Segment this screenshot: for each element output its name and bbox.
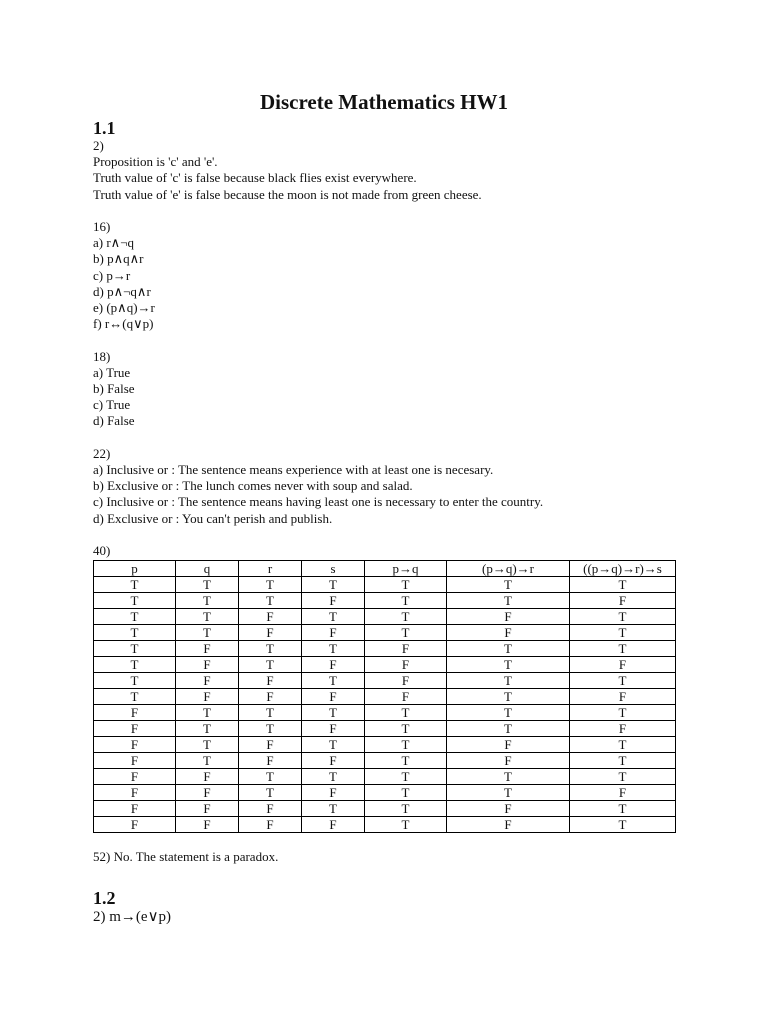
table-cell: T (94, 593, 176, 609)
answer-line: Proposition is 'c' and 'e'. (93, 154, 218, 170)
question-22 (93, 446, 683, 527)
table-cell: F (239, 689, 302, 705)
table-cell: F (570, 721, 676, 737)
table-cell: T (239, 593, 302, 609)
table-cell: T (447, 593, 570, 609)
table-row (94, 817, 676, 833)
table-row (94, 625, 676, 641)
answer-line: b) Exclusive or : The lunch comes never with soup and salad. (93, 478, 413, 494)
table-cell: F (94, 785, 176, 801)
table-cell: F (302, 721, 365, 737)
table-cell: T (176, 753, 239, 769)
column-header: q (176, 561, 239, 577)
table-row (94, 609, 676, 625)
table-cell: T (302, 577, 365, 593)
table-cell: T (365, 593, 447, 609)
table-row (94, 657, 676, 673)
answer-line: d) p∧¬q∧r (93, 283, 151, 299)
table-cell: F (570, 689, 676, 705)
truth-table (93, 560, 676, 833)
table-cell: F (176, 689, 239, 705)
answer-line: c) True (93, 397, 131, 413)
table-row (94, 705, 676, 721)
table-cell: T (570, 641, 676, 657)
table-cell: F (239, 801, 302, 817)
table-cell: F (447, 625, 570, 641)
table-cell: T (570, 577, 676, 593)
table-cell: T (447, 689, 570, 705)
table-cell: F (176, 657, 239, 673)
question-40 (93, 543, 683, 833)
table-cell: T (365, 609, 447, 625)
answer-line: Truth value of 'c' is false because black flies exist everywhere. (93, 170, 417, 186)
table-cell: F (365, 689, 447, 705)
table-cell: T (570, 769, 676, 785)
question-label: 40) (93, 543, 111, 559)
table-cell: T (94, 577, 176, 593)
answer-line: d) False (93, 413, 135, 429)
answer-line: f) r↔(q∨p) (93, 316, 154, 332)
table-cell: T (94, 673, 176, 689)
table-cell: T (176, 609, 239, 625)
answer-line: c) p→r (93, 267, 131, 283)
table-cell: F (447, 609, 570, 625)
table-cell: T (176, 625, 239, 641)
table-cell: T (447, 769, 570, 785)
table-cell: T (365, 625, 447, 641)
question-18 (93, 349, 683, 430)
answer-line: b) False (93, 381, 135, 397)
homework-page (93, 88, 683, 926)
table-cell: T (365, 753, 447, 769)
table-cell: T (447, 673, 570, 689)
table-cell: F (239, 737, 302, 753)
table-cell: F (176, 801, 239, 817)
table-cell: T (302, 705, 365, 721)
answer-line: Truth value of 'e' is false because the moon is not made from green cheese. (93, 186, 482, 202)
table-cell: F (176, 817, 239, 833)
question-52: 52) No. The statement is a paradox. (93, 849, 279, 865)
table-cell: T (302, 641, 365, 657)
answer-line: a) True (93, 364, 131, 380)
table-cell: F (302, 657, 365, 673)
table-cell: T (365, 737, 447, 753)
question-label: 22) (93, 445, 111, 461)
table-cell: T (94, 641, 176, 657)
table-cell: T (365, 785, 447, 801)
table-cell: T (302, 801, 365, 817)
table-cell: T (176, 737, 239, 753)
table-cell: T (570, 753, 676, 769)
table-cell: T (570, 817, 676, 833)
answer-line: a) Inclusive or : The sentence means experience with at least one is necesary. (93, 462, 494, 478)
table-row (94, 673, 676, 689)
table-cell: F (239, 609, 302, 625)
table-row (94, 801, 676, 817)
table-row (94, 593, 676, 609)
column-header: p→q (365, 561, 447, 577)
section-heading-1-2: 1.2 (93, 887, 116, 908)
table-row (94, 577, 676, 593)
table-cell: T (94, 689, 176, 705)
table-cell: F (365, 657, 447, 673)
column-header: ((p→q)→r)→s (570, 561, 676, 577)
table-cell: F (94, 721, 176, 737)
table-cell: T (447, 785, 570, 801)
table-cell: T (239, 641, 302, 657)
table-cell: F (94, 753, 176, 769)
question-label: 18) (93, 348, 111, 364)
table-row (94, 689, 676, 705)
table-cell: T (302, 609, 365, 625)
table-cell: F (447, 737, 570, 753)
table-row (94, 737, 676, 753)
table-cell: T (365, 817, 447, 833)
answer-line: b) p∧q∧r (93, 251, 144, 267)
table-cell: F (239, 673, 302, 689)
document-title: Discrete Mathematics HW1 (259, 90, 509, 114)
table-cell: F (570, 785, 676, 801)
table-cell: F (94, 817, 176, 833)
table-cell: F (365, 673, 447, 689)
table-cell: F (176, 769, 239, 785)
table-cell: T (176, 577, 239, 593)
answer-line: c) Inclusive or : The sentence means having least one is necessary to enter the country. (93, 494, 544, 510)
table-cell: T (570, 801, 676, 817)
table-cell: F (176, 641, 239, 657)
table-row (94, 769, 676, 785)
table-cell: T (176, 705, 239, 721)
table-cell: F (94, 801, 176, 817)
answer-line: a) r∧¬q (93, 235, 135, 251)
table-cell: F (447, 753, 570, 769)
table-cell: T (365, 721, 447, 737)
table-cell: T (570, 705, 676, 721)
table-cell: F (176, 785, 239, 801)
table-cell: F (302, 817, 365, 833)
column-header: s (302, 561, 365, 577)
table-cell: T (176, 721, 239, 737)
table-cell: T (239, 657, 302, 673)
table-cell: F (302, 785, 365, 801)
table-row (94, 785, 676, 801)
table-cell: F (94, 769, 176, 785)
table-cell: T (447, 657, 570, 673)
table-cell: F (302, 593, 365, 609)
table-cell: F (365, 641, 447, 657)
table-cell: T (365, 801, 447, 817)
table-cell: F (302, 753, 365, 769)
table-cell: F (94, 705, 176, 721)
table-cell: F (447, 817, 570, 833)
table-row (94, 753, 676, 769)
truth-table-header-row (94, 561, 676, 577)
table-cell: F (570, 593, 676, 609)
table-cell: F (94, 737, 176, 753)
answer-line: d) Exclusive or : You can't perish and publish. (93, 510, 333, 526)
answer-line: e) (p∧q)→r (93, 300, 155, 316)
table-cell: T (94, 657, 176, 673)
table-cell: T (94, 625, 176, 641)
table-cell: T (570, 673, 676, 689)
table-cell: T (302, 769, 365, 785)
table-cell: T (447, 577, 570, 593)
table-cell: T (302, 737, 365, 753)
section-heading-1-1: 1.1 (93, 118, 116, 138)
table-cell: T (365, 769, 447, 785)
table-cell: T (239, 577, 302, 593)
table-cell: F (302, 625, 365, 641)
table-cell: T (447, 705, 570, 721)
column-header: r (239, 561, 302, 577)
table-cell: T (239, 721, 302, 737)
table-cell: F (176, 673, 239, 689)
table-cell: T (570, 609, 676, 625)
column-header: p (94, 561, 176, 577)
table-cell: F (239, 817, 302, 833)
table-cell: F (239, 625, 302, 641)
table-cell: T (365, 577, 447, 593)
table-cell: T (176, 593, 239, 609)
table-row (94, 641, 676, 657)
question-2-section-1-2: 2) m→(e∨p) (93, 908, 172, 925)
table-cell: T (365, 705, 447, 721)
table-cell: F (302, 689, 365, 705)
question-label: 2) (93, 138, 104, 153)
table-cell: T (94, 609, 176, 625)
table-cell: F (570, 657, 676, 673)
table-cell: T (447, 641, 570, 657)
table-cell: F (239, 753, 302, 769)
column-header: (p→q)→r (447, 561, 570, 577)
table-cell: T (302, 673, 365, 689)
table-row (94, 721, 676, 737)
table-cell: F (447, 801, 570, 817)
question-label: 16) (93, 219, 111, 234)
table-cell: T (570, 625, 676, 641)
table-cell: T (447, 721, 570, 737)
table-cell: T (239, 785, 302, 801)
table-cell: T (570, 737, 676, 753)
question-16 (93, 219, 683, 332)
table-cell: T (239, 705, 302, 721)
table-cell: T (239, 769, 302, 785)
question-2 (93, 138, 683, 203)
